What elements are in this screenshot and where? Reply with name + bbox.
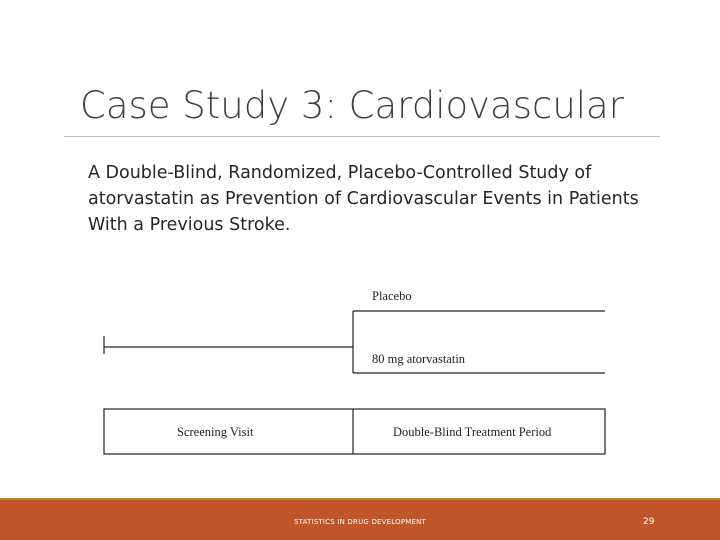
slide-body-text: A Double-Blind, Randomized, Placebo-Controlled Study of atorvastatin as Prevention of Cardiovascular Events in Patients With a Previous Stroke. [88, 163, 639, 235]
screening-visit-label: Screening Visit [177, 425, 254, 439]
slide-title: Case Study 3: Cardiovascular [80, 84, 624, 127]
treatment-period-label: Double-Blind Treatment Period [393, 425, 552, 439]
study-design-lines [0, 270, 720, 470]
placebo-label: Placebo [372, 289, 412, 303]
page-number: 29 [643, 517, 655, 527]
atorvastatin-label: 80 mg atorvastatin [372, 352, 466, 366]
footer-text: STATISTICS IN DRUG DEVELOPMENT [294, 518, 427, 526]
footer-accent-line [0, 498, 720, 500]
title-divider [64, 136, 660, 137]
study-design-diagram [0, 270, 720, 470]
